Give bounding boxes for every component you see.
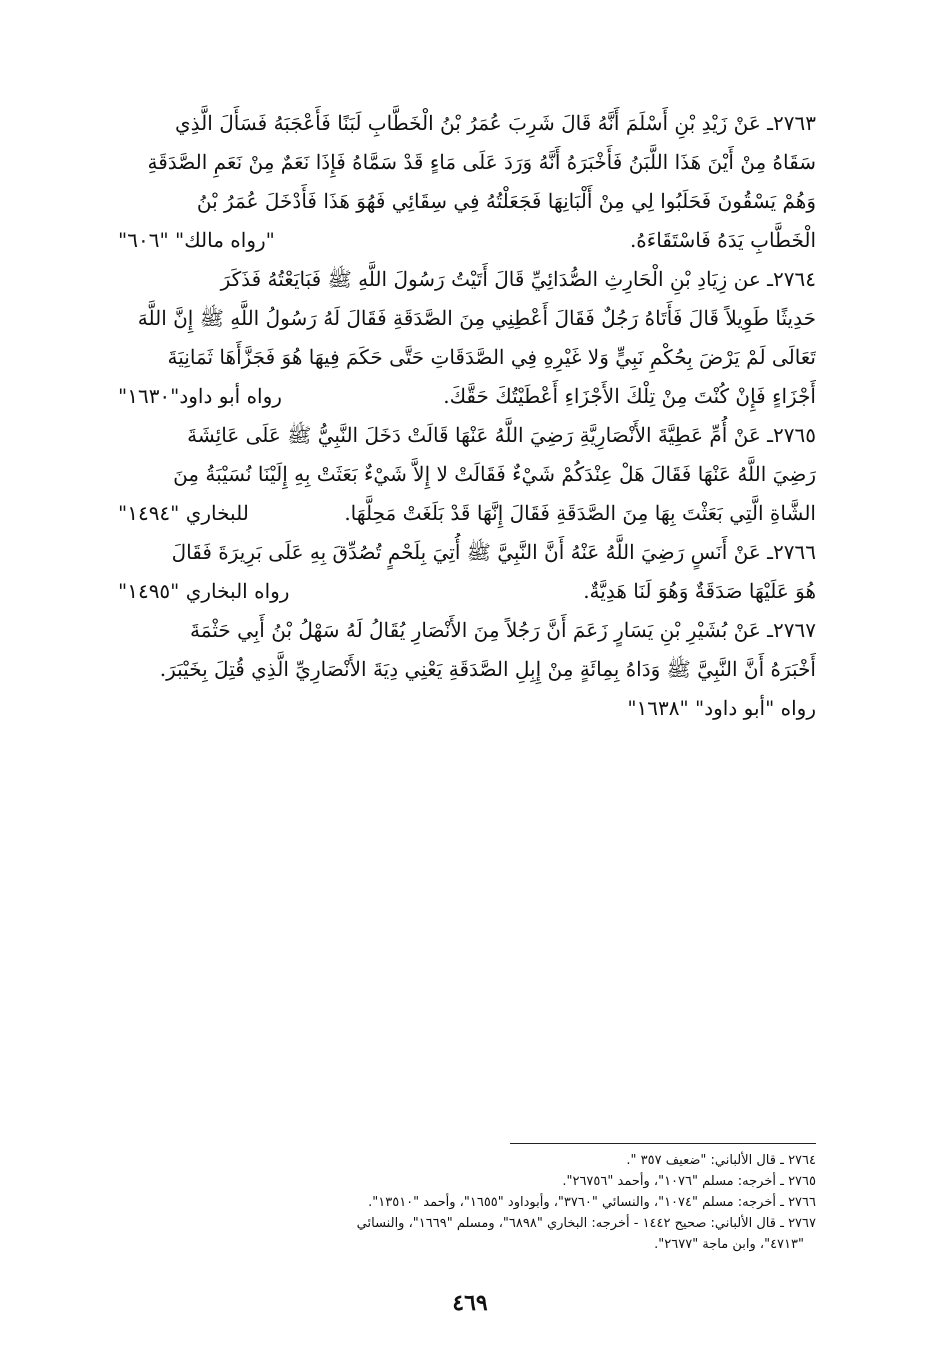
main-text (118, 104, 816, 728)
hadith-source: للبخاري "١٤٩٤" (118, 501, 249, 525)
hadith-source: رواه "أبو داود" "١٦٣٨" (627, 696, 816, 720)
hadith-2767 (118, 611, 816, 728)
hadith-line: ٢٧٦٧ـ عَنْ بُشَيْرِ بْنِ يَسَارٍ زَعَمَ أَنَّ رَجُلاً مِنَ الأَنْصَارِ يُقَالُ لَهُ سَهْلُ بْنُ أَبِي حَثْمَةَ (190, 618, 816, 642)
footnote-2765: ٢٧٦٥ ـ أخرجه: مسلم "١٠٧٦"، وأحمد "٢٦٧٥٦". (562, 1174, 816, 1189)
hadith-line: تَعَالَى لَمْ يَرْضَ بِحُكْمِ نَبِيٍّ وَلا غَيْرِهِ فِي الصَّدَقَاتِ حَتَّى حَكَمَ فِيهَا هُوَ فَجَزَّأَهَا ثَمَانِيَةَ (167, 345, 816, 369)
hadith-2766 (118, 533, 816, 611)
footnotes (130, 1150, 816, 1255)
hadith-2764 (118, 260, 816, 416)
hadith-line: ٢٧٦٥ـ عَنْ أُمِّ عَطِيَّةَ الأَنْصَارِيَّةِ رَضِيَ اللَّهُ عَنْهَا قَالَتْ دَخَلَ النَّبِيُّ ﷺ عَلَى عَائِشَةَ (187, 423, 816, 447)
hadith-text: أَجْزَاءٍ فَإِنْ كُنْتَ مِنْ تِلْكَ الأَجْزَاءِ أَعْطَيْتُكَ حَقَّكَ. (443, 384, 816, 408)
footnote-2767-continued: "٤٧١٣"، وابن ماجة "٢٦٧٧". (654, 1237, 804, 1252)
hadith-line: حَدِيثًا طَوِيلاً قَالَ فَأَتَاهُ رَجُلٌ فَقَالَ أَعْطِنِي مِنَ الصَّدَقَةِ فَقَالَ لَهُ رَسُولُ اللَّهِ ﷺ إِنَّ اللَّهَ (137, 306, 816, 330)
hadith-text: هُوَ عَلَيْهَا صَدَقَةٌ وَهُوَ لَنَا هَدِيَّةٌ. (583, 579, 816, 603)
footnote-divider (510, 1143, 816, 1144)
hadith-line: وَهُمْ يَسْقُونَ فَحَلَبُوا لِي مِنْ أَلْبَانِهَا فَجَعَلْتُهُ فِي سِقَائِي فَهُوَ هَذَا فَأَدْخَلَ عُمَرُ بْنُ (196, 189, 816, 213)
hadith-text: الشَّاةِ الَّتِي بَعَثْتَ بِهَا مِنَ الصَّدَقَةِ فَقَالَ إِنَّهَا قَدْ بَلَغَتْ مَحِلَّهَا. (344, 501, 816, 525)
hadith-source: "رواه مالك" "٦٠٦" (118, 228, 275, 252)
footnote-2766: ٢٧٦٦ ـ أخرجه: مسلم "١٠٧٤"، والنسائي "٣٧٦٠"، وأبوداود "١٦٥٥"، وأحمد "١٣٥١٠". (368, 1195, 816, 1210)
hadith-line: سَقَاهُ مِنْ أَيْنَ هَذَا اللَّبَنُ فَأَخْبَرَهُ أَنَّهُ وَرَدَ عَلَى مَاءٍ قَدْ سَمَّاهُ فَإِذَا نَعَمٌ مِنْ نَعَمِ الصَّدَقَةِ (147, 150, 816, 174)
hadith-last-line (118, 221, 816, 260)
hadith-line: ٢٧٦٦ـ عَنْ أَنَسٍ رَضِيَ اللَّهُ عَنْهُ أَنَّ النَّبِيَّ ﷺ أُتِيَ بِلَحْمٍ تُصُدِّقَ بِهِ عَلَى بَرِيرَةَ فَقَالَ (171, 540, 816, 564)
hadith-source: رواه أبو داود"١٦٣٠" (118, 384, 282, 408)
hadith-line: رَضِيَ اللَّهُ عَنْهَا فَقَالَ هَلْ عِنْدَكُمْ شَيْءٌ فَقَالَتْ لا إِلاَّ شَيْءٌ بَعَثَتْ بِهِ إِلَيْنَا نُسَيْبَةُ مِنَ (173, 462, 816, 486)
hadith-2763 (118, 104, 816, 260)
hadith-line: ٢٧٦٤ـ عن زِيَادِ بْنِ الْحَارِثِ الصُّدَائِيِّ قَالَ أَتَيْتُ رَسُولَ اللَّهِ ﷺ فَبَايَعْتُهُ فَذَكَرَ (220, 267, 816, 291)
hadith-source: رواه البخاري "١٤٩٥" (118, 579, 290, 603)
page-number: ٤٦٩ (452, 1290, 488, 1316)
hadith-last-line (118, 377, 816, 416)
footnote-2764: ٢٧٦٤ ـ قال الألباني: "ضعيف ٣٥٧ ". (626, 1153, 816, 1168)
hadith-text: الْخَطَّابِ يَدَهُ فَاسْتَقَاءَهُ. (629, 228, 816, 252)
hadith-last-line (118, 494, 816, 533)
hadith-2765 (118, 416, 816, 533)
hadith-line: أَخْبَرَهُ أَنَّ النَّبِيَّ ﷺ وَدَاهُ بِمِائَةٍ مِنْ إِبِلِ الصَّدَقَةِ يَعْنِي دِيَةَ الأَنْصَارِيِّ الَّذِي قُتِلَ بِخَيْبَرَ. (159, 657, 816, 681)
hadith-last-line (118, 572, 816, 611)
footnote-2767: ٢٧٦٧ ـ قال الألباني: صحيح ١٤٤٢ - أخرجه: البخاري "٦٨٩٨"، ومسلم "١٦٦٩"، والنسائي (356, 1216, 816, 1231)
hadith-line: ٢٧٦٣ـ عَنْ زَيْدِ بْنِ أَسْلَمَ أَنَّهُ قَالَ شَرِبَ عُمَرُ بْنُ الْخَطَّابِ لَبَنًا فَأَعْجَبَهُ فَسَأَلَ الَّذِي (175, 111, 816, 135)
